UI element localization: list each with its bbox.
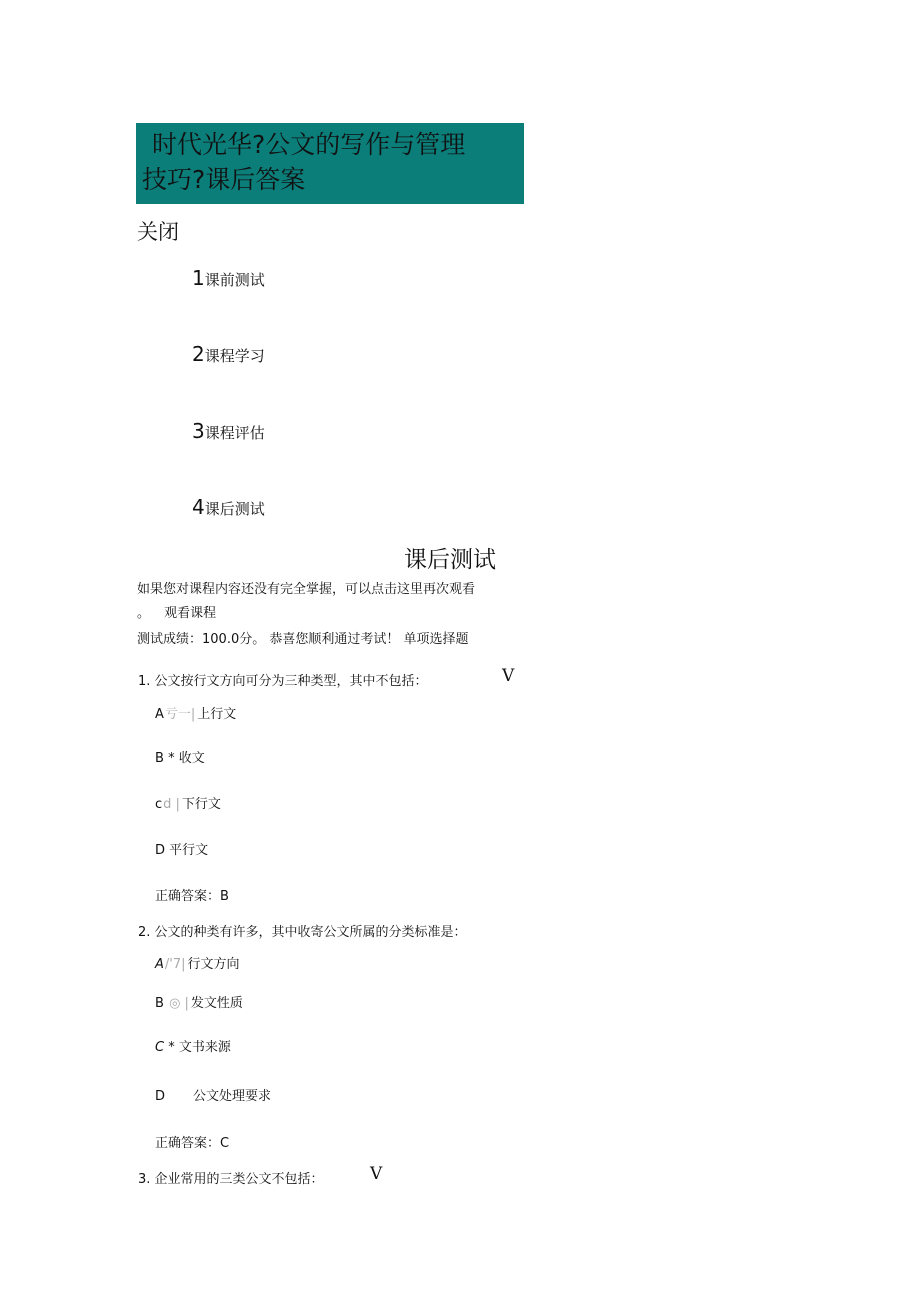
option-text: 发文性质 (190, 996, 243, 1011)
option-letter: A (155, 957, 164, 972)
option-letter: D (155, 1089, 166, 1104)
question-3-mark: V (370, 1164, 383, 1184)
question-1-mark: V (502, 666, 515, 686)
option-letter: C (155, 1040, 165, 1055)
question-1-option-c[interactable] (155, 793, 221, 812)
intro-line-2 (137, 604, 216, 624)
watch-course-link[interactable]: 观看课程 (164, 606, 217, 621)
option-glyph: d | (163, 797, 180, 812)
nav-item-number: 3 (192, 419, 205, 443)
nav-item-number: 4 (192, 495, 205, 519)
option-text: 上行文 (197, 707, 237, 722)
option-text: 公文处理要求 (193, 1089, 272, 1104)
nav-item-label: 课后测试 (204, 500, 265, 518)
option-text: 文书来源 (178, 1040, 231, 1055)
question-2-option-c[interactable] (155, 1036, 231, 1055)
page-title-line-1: 时代光华?公文的写作与管理 (152, 130, 466, 159)
option-glyph: * (168, 751, 175, 766)
option-glyph: 亏一| (164, 707, 196, 722)
option-letter: B (155, 751, 164, 766)
close-link[interactable]: 关闭 (137, 220, 179, 244)
intro-period: 。 (137, 606, 151, 621)
question-2-option-d[interactable] (155, 1085, 271, 1104)
option-text: 行文方向 (187, 957, 240, 972)
question-3-text: 3. 企业常用的三类公文不包括： (138, 1172, 324, 1187)
nav-item-number: 1 (192, 266, 205, 290)
option-text: 平行文 (169, 843, 209, 858)
question-2-option-a[interactable] (155, 953, 240, 972)
option-text: 下行文 (181, 797, 221, 812)
question-2-answer: 正确答案：C (155, 1136, 230, 1151)
score-line: 测试成绩：100.0分。 恭喜您顺利通过考试！ 单项选择题 (137, 632, 469, 647)
nav-item-label: 课前测试 (204, 271, 265, 289)
option-letter: A (155, 707, 164, 722)
nav-item-course-evaluation[interactable] (192, 419, 265, 443)
question-1-option-a[interactable] (155, 703, 236, 722)
nav-item-post-test[interactable] (192, 495, 265, 519)
question-1-answer: 正确答案：B (155, 889, 229, 904)
question-2-text: 2. 公文的种类有许多，其中收寄公文所属的分类标准是： (138, 925, 467, 940)
nav-item-number: 2 (192, 342, 205, 366)
section-heading: 课后测试 (404, 547, 496, 573)
question-2-option-b[interactable] (155, 992, 243, 1011)
nav-item-pre-test[interactable] (192, 266, 265, 290)
option-text: 收文 (178, 751, 205, 766)
question-1-text: 1. 公文按行文方向可分为三种类型，其中不包括： (138, 674, 428, 689)
intro-text: 如果您对课程内容还没有完全掌握，可以点击这里再次观看 (137, 582, 476, 597)
option-glyph: ◎ | (169, 996, 189, 1011)
option-letter: c (155, 797, 163, 812)
page-title (136, 123, 524, 204)
question-1-option-b[interactable] (155, 747, 205, 766)
option-glyph: * (168, 1040, 175, 1055)
question-1-option-d[interactable] (155, 839, 208, 858)
option-letter: D (155, 843, 166, 858)
nav-item-label: 课程学习 (204, 347, 265, 365)
nav-item-label: 课程评估 (204, 424, 265, 442)
option-glyph: /'7| (164, 957, 186, 972)
nav-item-course-study[interactable] (192, 342, 265, 366)
option-letter: B (155, 996, 164, 1011)
page-title-line-2: 技巧?课后答案 (142, 165, 306, 194)
